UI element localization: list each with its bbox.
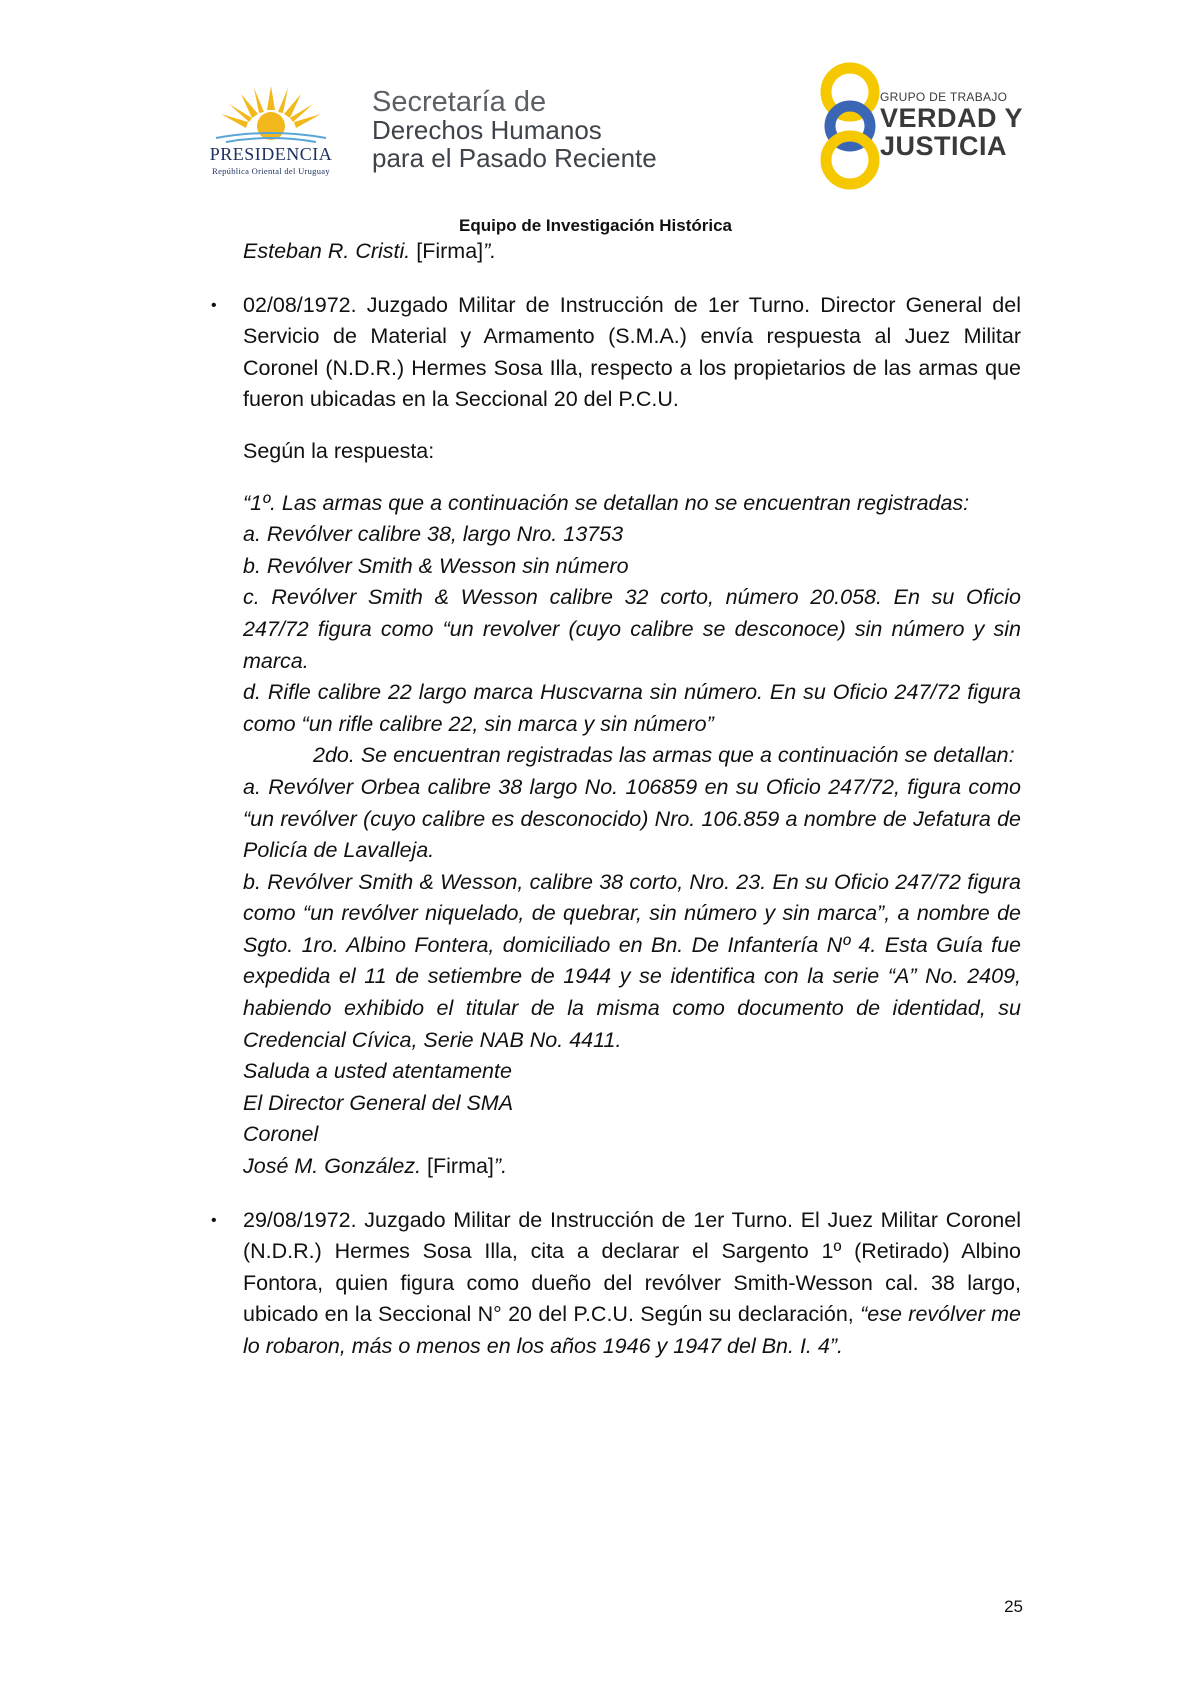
- grupo-trabajo-text: [880, 90, 1023, 160]
- quote-item-b: b. Revólver Smith & Wesson sin número: [243, 553, 629, 578]
- item-2-text: [243, 1205, 1021, 1363]
- quote-item-b2: b. Revólver Smith & Wesson, calibre 38 corto, Nro. 23. En su Oficio 247/72 figura como “un revólver niquelado, de quebrar, sin número y sin marca”, a nombre de Sgto. 1ro. Albino Fontera, domiciliado en Bn. De Infantería Nº 4. Esta Guía fue expedida el 11 de setiembre de 1944 y se identifica con la serie “A” No. 2409, habiendo exhibido el titular de la misma como documento de identidad, su Credencial Cívica, Serie NAB No. 4411.: [243, 869, 1021, 1052]
- closing-quote-2: ”.: [493, 1154, 508, 1179]
- gonzalez-name: José M. González.: [243, 1154, 422, 1179]
- page-header: [0, 0, 1191, 210]
- secretaria-line-1: Secretaría de: [372, 86, 547, 118]
- verdad-y-label: VERDAD Y: [880, 103, 1024, 133]
- presidencia-text: PRESIDENCIA: [209, 144, 333, 164]
- quote-director: El Director General del SMA: [243, 1090, 514, 1115]
- presidencia-subtitle: República Oriental del Uruguay: [212, 166, 330, 176]
- secretaria-logo-text: [372, 88, 657, 172]
- quote-item-d: d. Rifle calibre 22 largo marca Huscvarna sin número. En su Oficio 247/72 figura como “un rifle calibre 22, sin marca y sin número”: [243, 680, 1021, 736]
- signature-line-cristi: [243, 236, 1021, 268]
- item-1-text: 02/08/1972. Juzgado Militar de Instrucción de 1er Turno. Director General del Servicio de Material y Armamento (S.M.A.) envía respuesta al Juez Militar Coronel (N.D.R.) Hermes Sosa Illa, respecto a los propietarios de las armas que fueron ubicadas en la Seccional 20 del P.C.U.: [243, 292, 1021, 412]
- quote-para-2: 2do. Se encuentran registradas las armas que a continuación se detallan:: [313, 743, 1015, 768]
- secretaria-line-2: Derechos Humanos: [372, 115, 602, 145]
- quote-item-a: a. Revólver calibre 38, largo Nro. 13753: [243, 522, 624, 547]
- sun-icon: [196, 84, 346, 146]
- segun-respuesta: Según la respuesta:: [243, 438, 435, 463]
- quote-item-c: c. Revólver Smith & Wesson calibre 32 corto, número 20.058. En su Oficio 247/72 figura como “un revolver (cuyo calibre se desconoce) sin número y sin marca.: [243, 585, 1021, 673]
- cristi-name: Esteban R. Cristi.: [243, 239, 411, 263]
- firma-label: [Firma]: [410, 239, 484, 263]
- closing-quote: ”.: [483, 239, 497, 263]
- bullet-icon: •: [211, 1211, 217, 1229]
- page-number: 25: [1004, 1597, 1023, 1616]
- list-item: [211, 1205, 1021, 1363]
- quote-signature: [243, 1151, 1021, 1183]
- presidencia-logo: [196, 84, 346, 184]
- secretaria-line-3: para el Pasado Reciente: [372, 143, 657, 173]
- list-item: [211, 290, 1021, 416]
- document-body: [211, 236, 1021, 1363]
- quote-rank: Coronel: [243, 1122, 319, 1147]
- justicia-label: JUSTICIA: [880, 131, 1008, 161]
- quote-item-a2: a. Revólver Orbea calibre 38 largo No. 106859 en su Oficio 247/72, figura como “un revólver (cuyo calibre es desconocido) Nro. 106.859 a nombre de Jefatura de Policía de Lavalleja.: [243, 774, 1021, 863]
- bullet-icon: •: [211, 296, 217, 314]
- quote-salute: Saluda a usted atentamente: [243, 1059, 512, 1084]
- grupo-trabajo-label: GRUPO DE TRABAJO: [880, 90, 1008, 104]
- quote-para-1: “1º. Las armas que a continuación se detallan no se encuentran registradas:: [243, 490, 970, 515]
- item-2-body: 29/08/1972. Juzgado Militar de Instrucción de 1er Turno. El Juez Militar Coronel (N.D.R.) Hermes Sosa Illa, cita a declarar el Sargento 1º (Retirado) Albino Fontora, quien figura como dueño del revólver Smith-Wesson cal. 38 largo, ubicado en la Seccional N° 20 del P.C.U. Según su declaración,: [243, 1207, 1021, 1327]
- item-2-quote: “ese revólver me lo robaron, más o menos en los años 1946 y 1947 del Bn. I. 4”.: [243, 1302, 1021, 1358]
- quoted-response: [243, 488, 1021, 1183]
- firma-label-2: [Firma]: [421, 1154, 494, 1179]
- equipo-title: Equipo de Investigación Histórica: [459, 216, 732, 235]
